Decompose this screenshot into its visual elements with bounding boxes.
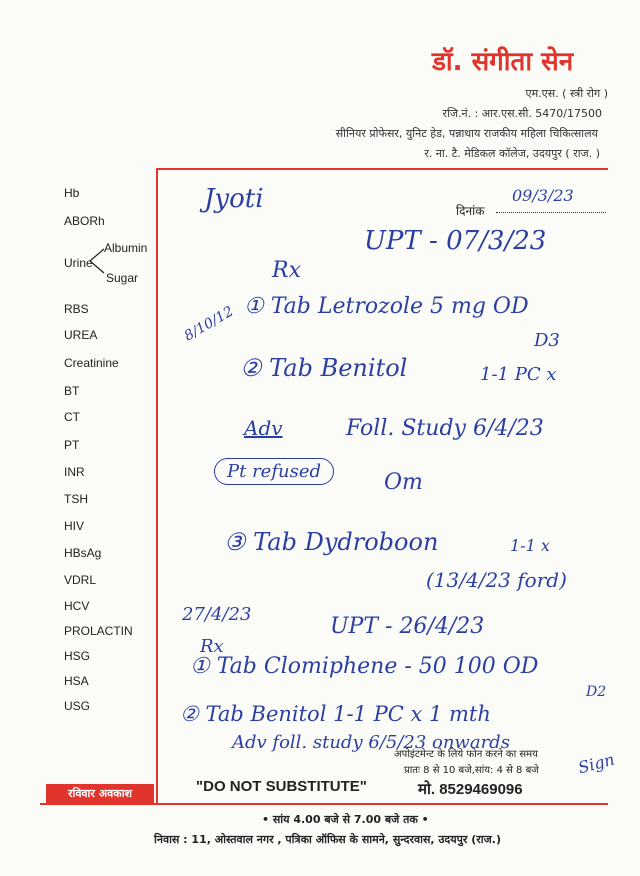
frame-top-line (156, 168, 608, 170)
test-hcv: HCV (64, 599, 90, 613)
hw-med-1-note: D3 (534, 330, 560, 351)
test-rbs: RBS (64, 302, 89, 316)
hw-med-1: ① Tab Letrozole 5 mg OD (244, 294, 529, 319)
test-pt: PT (64, 438, 80, 452)
hw-follicular-study: Foll. Study 6/4/23 (346, 416, 544, 441)
frame-left-line (156, 168, 158, 804)
test-creatinine: Creatinine (64, 356, 119, 370)
test-ct: CT (64, 410, 80, 424)
hw-med-4: ① Tab Clomiphene - 50 100 OD (190, 654, 539, 679)
test-bt: BT (64, 384, 80, 398)
hw-med-5: ② Tab Benitol 1-1 PC x 1 mth (180, 702, 491, 726)
doctor-degree: एम.एस. ( स्त्री रोग ) (525, 87, 608, 100)
hw-upt-2: UPT - 26/4/23 (330, 614, 485, 639)
test-hsa: HSA (64, 674, 89, 688)
test-prolactin: PROLACTIN (64, 624, 133, 638)
test-hsg: HSG (64, 649, 91, 663)
evening-hours: • सांय 4.00 बजे से 7.00 बजे तक • (262, 813, 429, 826)
hw-med-3: ③ Tab Dydroboon (224, 528, 439, 556)
test-hiv: HIV (64, 519, 85, 533)
urine-brace-icon (88, 246, 108, 276)
appointment-note: अपोइंटमेन्ट के लिये फोन करने का समय (394, 749, 538, 760)
test-tsh: TSH (64, 492, 88, 506)
hw-med-3-date: (13/4/23 ford) (426, 568, 567, 592)
registration-number: रजि.नं. : आर.एस.सी. 5470/17500 (442, 107, 602, 120)
residence-address: निवास : 11, ओस्तवाल नगर , पत्रिका ऑफिस के सामने, सुन्दरवास, उदयपुर (राज.) (154, 833, 501, 846)
date-value: 09/3/23 (512, 186, 574, 205)
test-urea: UREA (64, 328, 98, 342)
appointment-times: प्रातः 8 से 10 बजे,सांय: 4 से 8 बजे (404, 765, 539, 776)
doctor-position: सीनियर प्रोफेसर, युनिट हेड, पन्नाधाय राजकीय महिला चिकित्सालय (335, 127, 598, 140)
hw-signature: Sign (576, 749, 617, 778)
date-dotted-line (496, 212, 606, 213)
hw-margin-note: 8/10/12 (181, 303, 237, 345)
hw-pt-refused: Pt refused (214, 458, 334, 485)
hw-med-4-note: D2 (586, 684, 607, 700)
date-label: दिनांक (456, 204, 485, 218)
test-urine-albumin: Albumin (104, 241, 148, 255)
hw-patient-name: Jyoti (204, 184, 264, 214)
mobile-number: मो. 8529469096 (418, 781, 523, 798)
test-urine: Urine (64, 256, 93, 270)
test-vdrl: VDRL (64, 573, 97, 587)
hw-med-3-dose: 1-1 x (510, 536, 550, 555)
hw-adv-2: Adv foll. study 6/5/23 onwards (232, 732, 510, 753)
test-hb: Hb (64, 186, 80, 200)
hw-upt-1: UPT - 07/3/23 (364, 226, 547, 256)
test-urine-sugar: Sugar (106, 271, 139, 285)
hw-rx-2: Rx (200, 636, 224, 657)
test-aborh: ABORh (64, 214, 105, 228)
hw-med-2: ② Tab Benitol (240, 354, 408, 382)
do-not-substitute: "DO NOT SUBSTITUTE" (196, 778, 367, 795)
test-usg: USG (64, 699, 91, 713)
college-name: र. ना. टै. मेडिकल कॉलेज, उदयपुर ( राज. ) (424, 147, 600, 160)
test-inr: INR (64, 465, 85, 479)
sunday-holiday-badge: रविवार अवकाश (46, 784, 154, 804)
doctor-name: डॉ. संगीता सेन (432, 47, 574, 77)
test-hbsag: HBsAg (64, 546, 102, 560)
hw-visit-2-date: 27/4/23 (182, 604, 252, 625)
hw-med-2-dose: 1-1 PC x (480, 364, 557, 385)
hw-adv-1: Adv (244, 416, 283, 440)
hw-rx-1: Rx (272, 258, 301, 283)
hw-om: Om (384, 470, 423, 495)
